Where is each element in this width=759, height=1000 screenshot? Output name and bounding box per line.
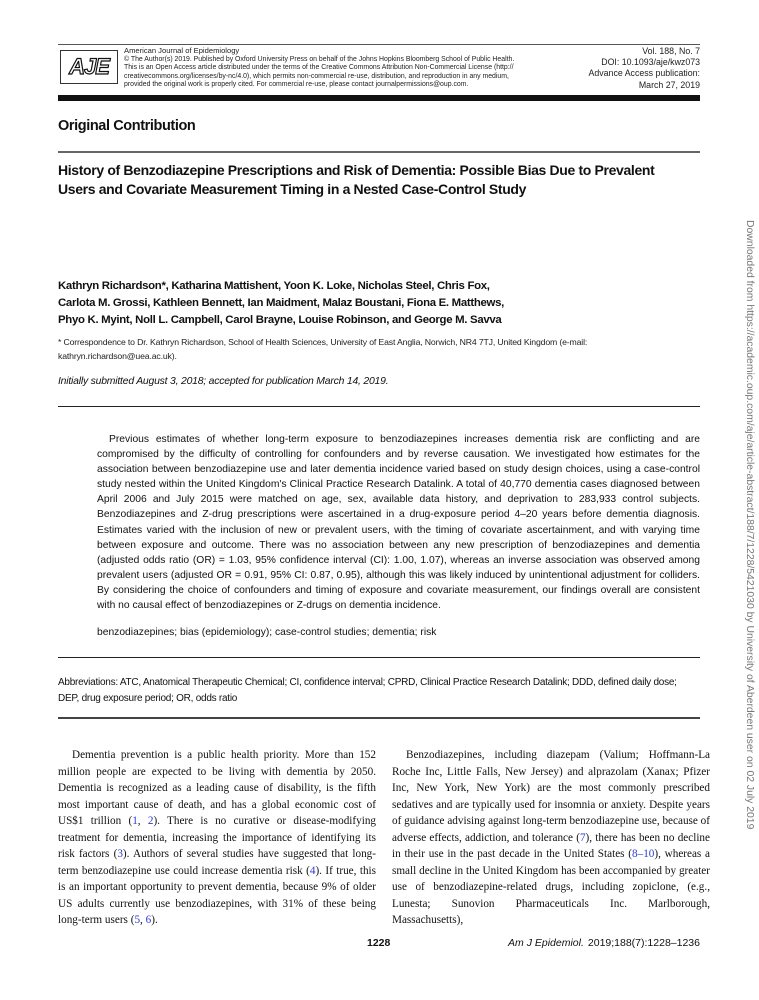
correspondence-note: * Correspondence to Dr. Kathryn Richardson, School of Health Sciences, University of East Anglia, Norwich, NR4 7TJ, United Kingdom (e-mail: kathryn.richardson@uea.ac.uk). [58,337,588,361]
reference-link[interactable]: 1 [132,815,138,827]
page-number: 1228 [367,937,391,949]
issue-info [589,46,701,91]
reference-link[interactable]: 4 [309,864,316,877]
paragraph: Dementia prevention is a public health priority. More than 152 million people are expected to be living with dementia by 2050. Dementia is recognized as a leading cause of disability, is the fifth most important cause of death, and has a global economic cost of US$1 trillion (1, 2). There is no curative or disease-modifying treatment for dementia, increasing the importance of identifying its risk factors (3). Authors of several studies have suggested that long-term benzodiazepine use could increase dementia risk (4). If true, this is an important opportunity to prevent dementia, because 9% of older US adults currently use benzodiazepines, with 31% of these being long-term users (5, 6). [58,749,377,926]
footer-citation [508,937,700,949]
header-top-rule [58,44,700,45]
reference-link[interactable]: 7 [579,831,586,844]
abstract-top-rule [58,406,700,407]
journal-abbrev: Am J Epidemiol. [508,937,584,949]
aje-logo: AJE [60,50,118,84]
advance-access-date: March 27, 2019 [638,79,700,90]
abstract-text: Previous estimates of whether long-term exposure to benzodiazepines increases dementia risk are conflicting and are compromised by the difficulty of controlling for confounders and by reverse causation. We investigated how estimates for the association between benzodiazepine use and later dementia incidence varied based on study design choices, using a case-control study nested within the United Kingdom's Clinical Practice Research Datalink. A total of 40,770 dementia cases diagnosed between April 2006 and July 2015 were matched on age, sex, available data history, and deprivation to 283,933 control subjects. Benzodiazepines and Z-drug prescriptions were ascertained in a drug-exposure period 4–20 years before dementia diagnosis. Estimates varied with the inclusion of new or prevalent users, with the timing of covariate ascertainment, and with varying time between exposure and outcome. There was no association between any new prescription of benzodiazepines and dementia (adjusted odds ratio (OR) = 1.03, 95% confidence interval (CI): 1.00, 1.07), whereas an inverse association was observed among prevalent users (adjusted OR = 0.91, 95% CI: 0.87, 0.95), although this was likely induced by unintentional adjustment for colliders. By considering the choice of confounders and timing of exposure and covariate measurement, our findings overall are consistent with no causal effect of benzodiazepines or Z-drugs on dementia incidence. [97,434,700,612]
author-line: Phyo K. Myint, Noll L. Campbell, Carol Brayne, Louise Robinson, and George M. Savva [58,314,502,326]
keywords: benzodiazepines; bias (epidemiology); case-control studies; dementia; risk [97,627,437,638]
abbreviations: Abbreviations: ATC, Anatomical Therapeutic Chemical; CI, confidence interval; CPRD, Clinical Practice Research Datalink; DDD, defined daily dose; DEP, drug exposure period; OR, odds ratio [58,677,677,704]
submission-dates: Initially submitted August 3, 2018; accepted for publication March 14, 2019. [58,376,389,387]
reference-link[interactable]: 2 [147,815,154,827]
body-column-right [392,747,710,929]
reference-link[interactable]: 3 [117,848,123,860]
author-line: Kathryn Richardson*, Katharina Mattishent, Yoon K. Loke, Nicholas Steel, Chris Fox, [58,280,490,292]
advance-access-label: Advance Access publication: [588,68,700,79]
copyright-line: © The Author(s) 2019. Published by Oxford University Press on behalf of the Johns Hopkins Bloomberg School of Public Health. [124,55,515,63]
reference-link[interactable]: 5 [134,914,141,926]
journal-header [124,47,524,90]
reference-link[interactable]: 8–10 [632,848,655,860]
paragraph: Benzodiazepines, including diazepam (Valium; Hoffmann-La Roche Inc, Little Falls, New Jersey) and alprazolam (Xanax; Pfizer Inc, New York, New York) are the most commonly prescribed sedatives and are typically used for insomnia or anxiety. Despite years of guidance advising against long-term benzodiazepine use, because of adverse effects, addiction, and tolerance (7), there has been no decline in their use in the past decade in the United States (8–10), whereas a small decline in the United Kingdom has been accompanied by greater use of benzodiazepine-related drugs, including zopiclone, (e.g., Lunesta; Sunovion Pharmaceuticals Inc. Marlborough, Massachusetts), [392,749,710,926]
journal-name: American Journal of Epidemiology [124,46,240,55]
volume: Vol. 188, No. 7 [642,46,700,56]
abstract [97,432,700,613]
body-column-left [58,747,376,929]
abstract-bottom-rule [58,657,700,658]
download-watermark: Downloaded from https://academic.oup.com/aje/article-abstract/188/7/1228/5421030 by University of Aberdeen user on 02 July 2019 [744,220,755,830]
section-label: Original Contribution [58,118,196,134]
copyright-line: This is an Open Access article distributed under the terms of the Creative Commons Attribution Non-Commercial License (http:// [124,64,514,72]
citation-details: 2019;188(7):1228–1236 [587,937,700,949]
copyright-line: provided the original work is properly cited. For commercial re-use, please contact journalpermissions@oup.com. [124,81,469,89]
copyright-line: creativecommons.org/licenses/by-nc/4.0), which permits non-commercial re-use, distribution, and reproduction in any medium, [124,72,509,80]
header-bar [58,95,700,101]
section-rule [58,151,700,153]
abbreviations-rule [58,717,700,719]
reference-link[interactable]: 6 [145,914,152,926]
author-list [58,278,678,329]
article-title: History of Benzodiazepine Prescriptions and Risk of Dementia: Possible Bias Due to Prevalent Users and Covariate Measurement Timing in a Nested Case-Control Study [58,162,655,197]
doi: DOI: 10.1093/aje/kwz073 [601,57,700,68]
author-line: Carlota M. Grossi, Kathleen Bennett, Ian Maidment, Malaz Boustani, Fiona E. Matthews, [58,297,505,309]
